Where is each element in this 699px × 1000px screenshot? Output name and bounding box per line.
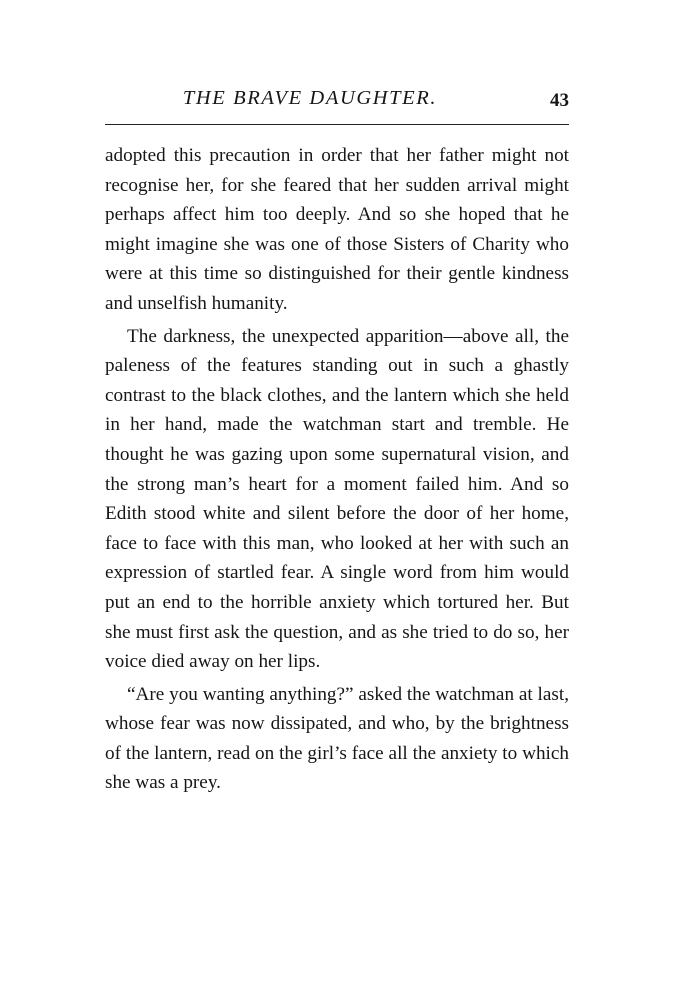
running-title: THE BRAVE DAUGHTER.: [182, 87, 438, 109]
paragraph: “Are you wanting anything?” asked the watchman at last, whose fear was now dissipated, and who, by the brightness of the lantern, read on the girl’s face all the anxiety to which she was a prey.: [105, 683, 569, 794]
header-rule: [105, 124, 569, 125]
page-number: 43: [550, 90, 569, 111]
body-text: [105, 141, 569, 798]
paragraph-continued: adopted this precaution in order that her father might not recognise her, for she feared that her sudden arrival might perhaps affect him too deeply. And so she hoped that he might imagine she was one of those Sisters of Charity who were at this time so distinguished for their gentle kindness and unselfish humanity.: [105, 145, 569, 314]
paragraph: The darkness, the unexpected apparition—above all, the paleness of the features standing out in such a ghastly contrast to the black clothes, and the lantern which she held in her hand, made the watchman start and tremble. He thought he was gazing upon some supernatural vision, and the strong man’s heart for a moment failed him. And so Edith stood white and silent before the door of her home, face to face with this man, who looked at her with such an expression of startled fear. A single word from him would put an end to the horrible anxiety which tortured her. But she must first ask the question, and as she tried to do so, her voice died away on her lips.: [105, 325, 569, 673]
running-head: [105, 86, 569, 116]
